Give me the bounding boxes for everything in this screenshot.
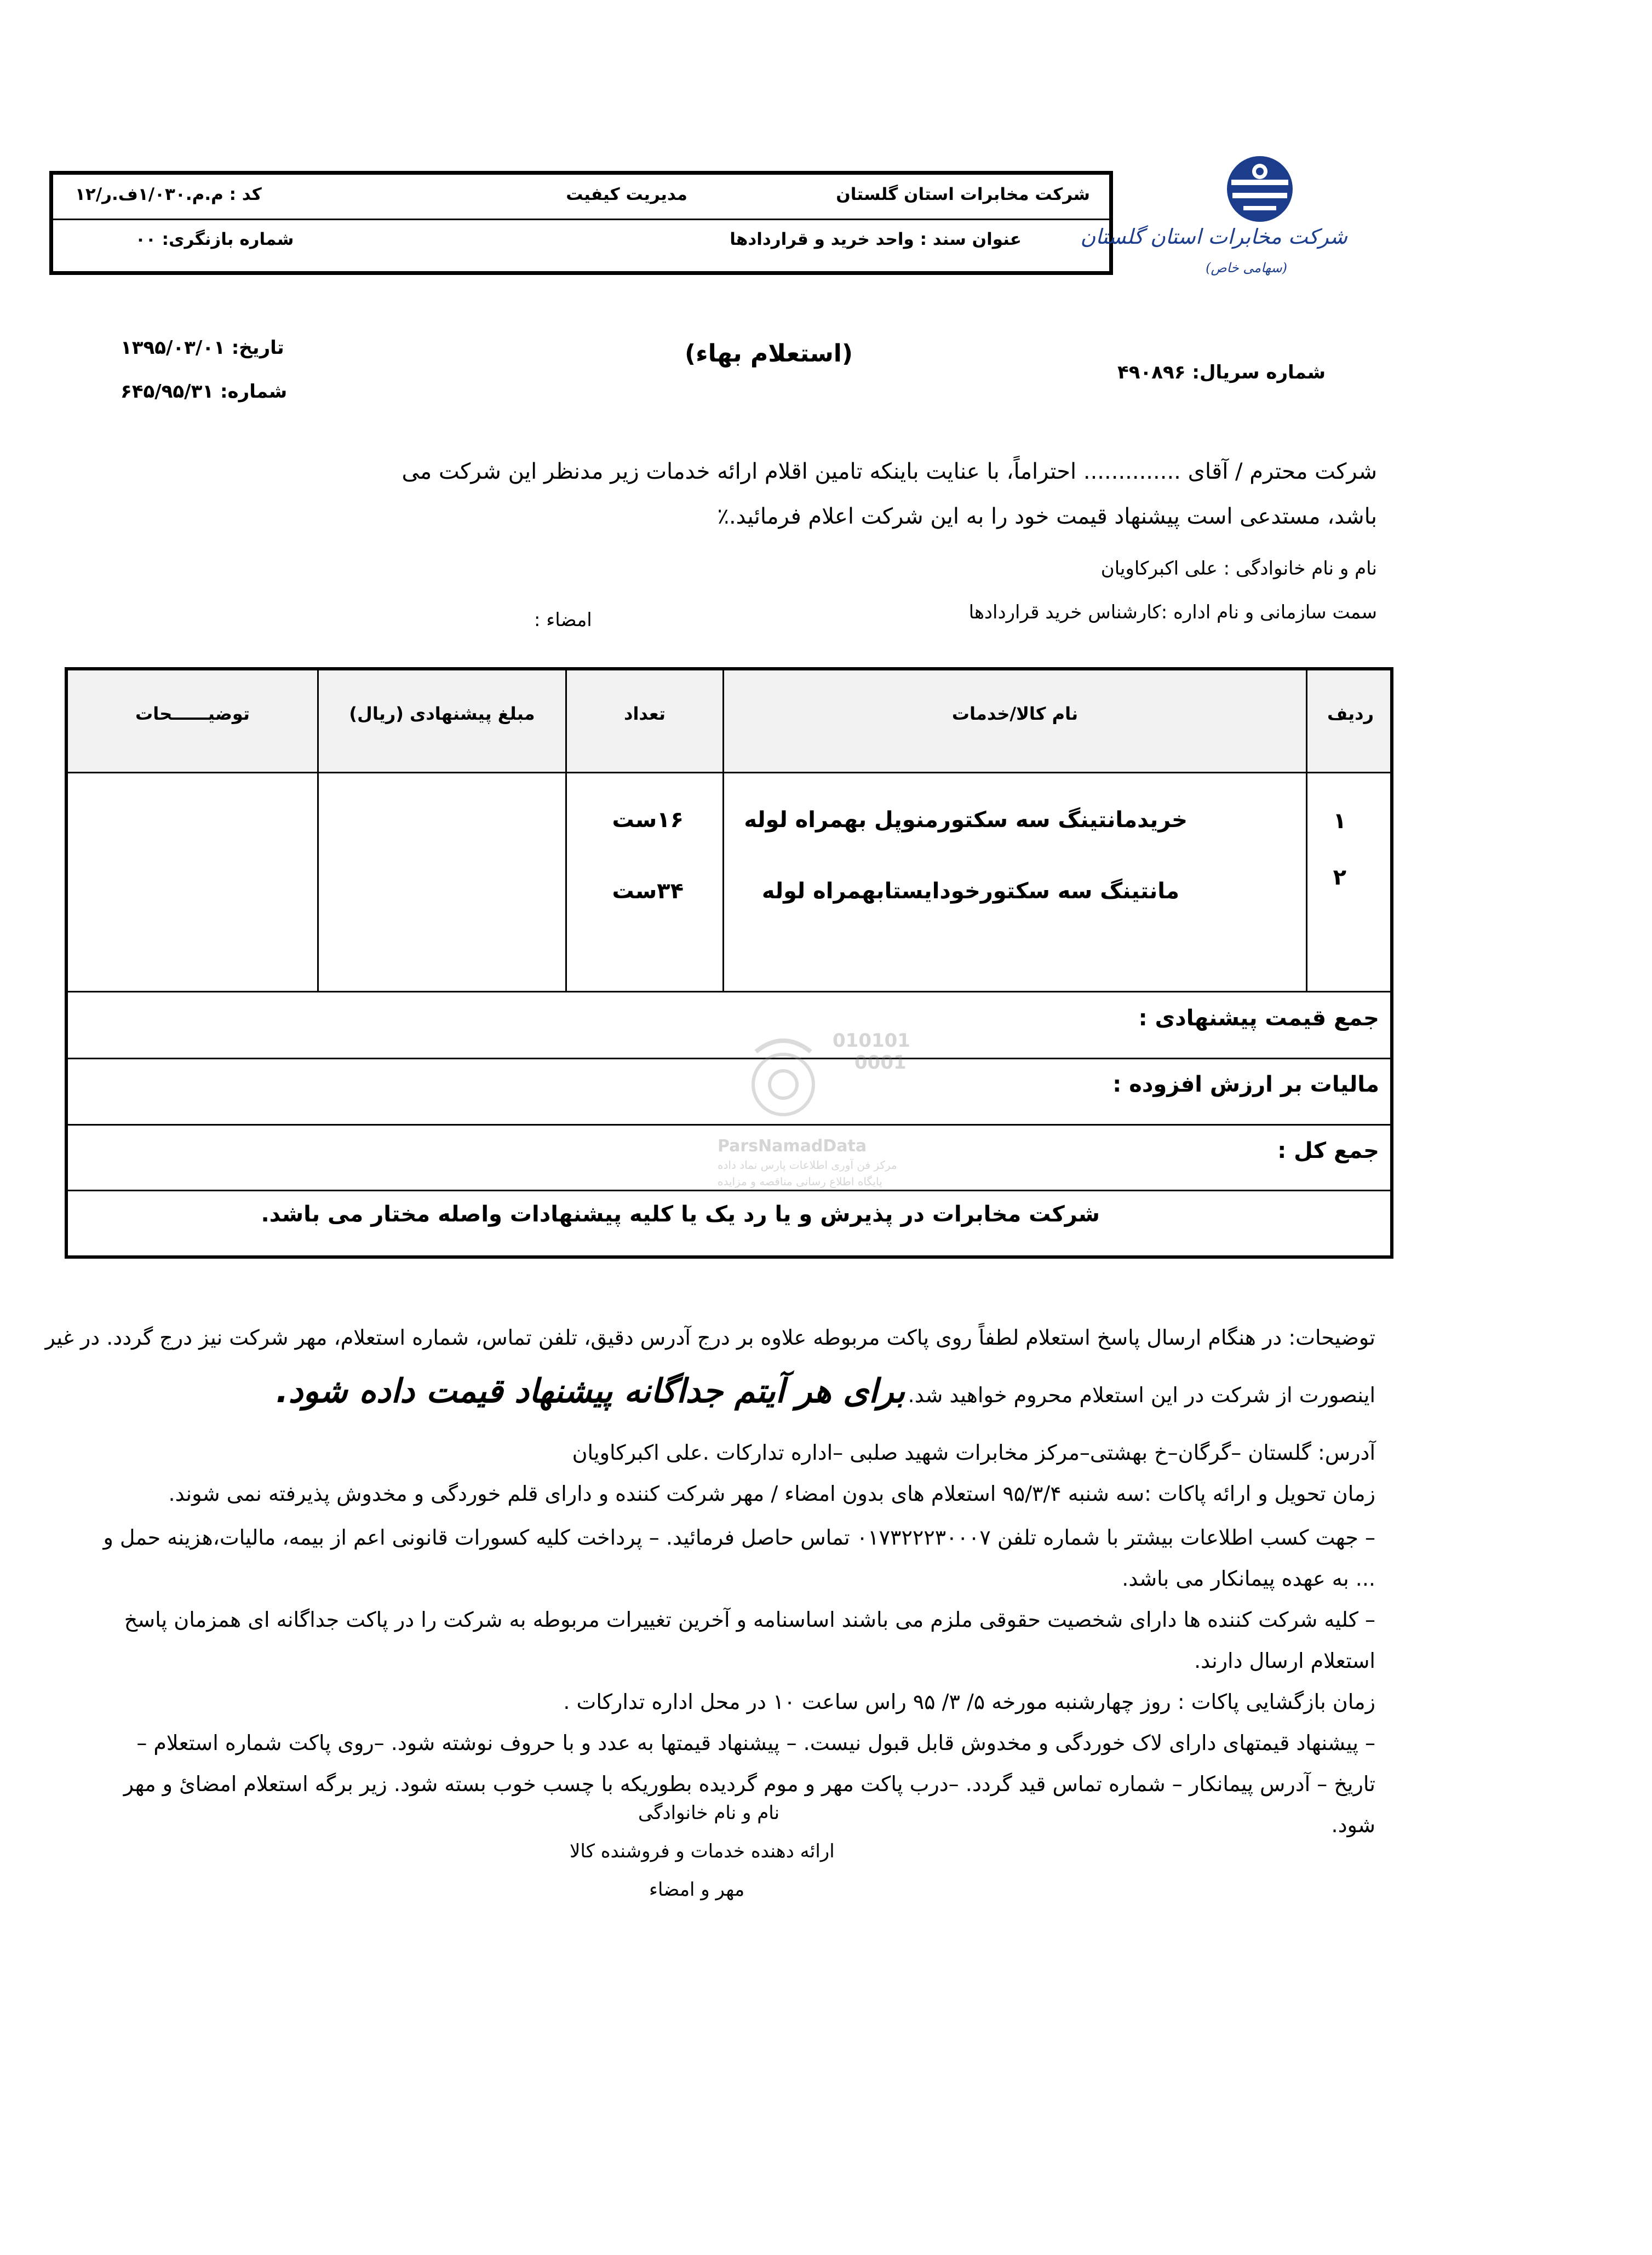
signature-stamp: مهر و امضاء: [649, 1879, 745, 1901]
grand-total-label: جمع کل :: [1277, 1138, 1379, 1163]
header-revision: شماره بازنگری: ۰۰: [135, 229, 294, 249]
notes-line-2-text: اینصورت از شرکت در این استعلام محروم خواهید شد.: [908, 1383, 1375, 1407]
contact-position: سمت سازمانی و نام اداره :کارشناس خرید قراردادها: [968, 601, 1377, 623]
vat-label: مالیات بر ارزش افزوده :: [1112, 1072, 1379, 1097]
contact-name: نام و نام خانوادگی : علی اکبرکاویان: [1100, 558, 1377, 579]
document-title: (استعلام بهاء): [685, 340, 853, 368]
table-row-2-qty: ۳۴ست: [612, 879, 684, 904]
logo-subtext: (سهامی خاص): [1206, 260, 1287, 276]
column-header-qty: تعداد: [624, 703, 666, 724]
header-divider: [53, 219, 1109, 220]
watermark-line-1: مرکز فن آوری اطلاعات پارس نماد داده: [718, 1158, 897, 1172]
notes-legal-1: – کلیه شرکت کننده ها دارای شخصیت حقوقی ملزم می باشند اساسنامه و آخرین تغییرات مربوطه به شرکت را در پاکت جداگانه ای همزمان پاسخ: [124, 1608, 1375, 1632]
watermark-digits-1: 010101: [833, 1030, 910, 1052]
notes-info-1: – جهت کسب اطلاعات بیشتر با شماره تلفن ۰۱۷۳۲۲۲۳۰۰۰۷ تماس حاصل فرمائید. – پرداخت کلیه کسورات قانونی اعم از بیمه، مالیات،هزینه حمل و: [103, 1525, 1375, 1550]
table-row-2-number: ۲: [1333, 865, 1346, 890]
table-row-2-item: مانتینگ سه سکتورخودایستابهمراه لوله: [761, 879, 1179, 904]
header-doc-title: عنوان سند : واحد خرید و قراردادها: [730, 229, 1022, 249]
notes-rule-1: – پیشنهاد قیمتهای دارای لاک خوردگی و مخدوش قابل قبول نیست. – پیشنهاد قیمتها به عدد و با حروف نوشته شود. –روی پاکت شماره استعلام –: [136, 1731, 1375, 1755]
notes-delivery: زمان تحویل و ارائه پاکات :سه شنبه ۹۵/۳/۴ استعلام های بدون امضاء / مهر شرکت کننده و دارای قلم خوردگی و مخدوش پذیرفته نمی شوند.: [168, 1482, 1375, 1506]
logo-text: شرکت مخابرات استان گلستان: [1080, 225, 1347, 249]
watermark-line-2: پایگاه اطلاع رسانی مناقصه و مزایده: [718, 1175, 882, 1188]
header-department: مدیریت کیفیت: [566, 185, 687, 204]
number-label: شماره:: [220, 381, 288, 403]
intro-line-1: شرکت محترم / آقای .............. احتراماً، با عنایت باینکه تامین اقلام ارائه خدمات زیر مدنظر این شرکت می: [401, 459, 1377, 484]
notes-opening: زمان بازگشایی پاکات : روز چهارشنبه مورخه ۵/ ۳/ ۹۵ راس ساعت ۱۰ در محل اداره تدارکات .: [563, 1690, 1375, 1714]
header-company: شرکت مخابرات استان گلستان: [836, 185, 1090, 204]
notes-line-1: توضیحات: در هنگام ارسال پاسخ استعلام لطفاً روی پاکت مربوطه علاوه بر درج آدرس دقیق، تلفن تماس، شماره استعلام، مهر شرکت نیز درج گردد. در غیر: [45, 1326, 1375, 1350]
column-header-item: نام کالا/خدمات: [951, 703, 1079, 724]
header-code: کد : م.م.۱/۰۳۰ف.ر/۱۲: [75, 185, 262, 204]
intro-line-2: باشد، مستدعی است پیشنهاد قیمت خود را به این شرکت اعلام فرمائید.٪: [717, 504, 1377, 529]
column-header-row: ردیف: [1327, 703, 1374, 724]
notes-info-2: ... به عهده پیمانکار می باشد.: [1122, 1567, 1375, 1591]
notes-line-2: [276, 1372, 1375, 1410]
notes-address: آدرس: گلستان –گرگان–خ بهشتی–مرکز مخابرات شهید صلبی –اداره تدارکات .علی اکبرکاویان: [572, 1441, 1375, 1465]
serial-number: شماره سریال: ۴۹۰۸۹۶: [1117, 362, 1326, 383]
number-value: ۶۴۵/۹۵/۳۱: [121, 381, 214, 403]
total-price-label: جمع قیمت پیشنهادی :: [1138, 1006, 1379, 1031]
watermark: [718, 1019, 937, 1194]
table-row-1-item: خریدمانتینگ سه سکتورمنوپل بهمراه لوله: [744, 807, 1188, 833]
document-header: [49, 171, 1113, 275]
signature-label: امضاء :: [534, 609, 592, 631]
notes-rule-3: شود.: [1331, 1813, 1375, 1837]
number-field: [121, 381, 287, 403]
notes-legal-2: استعلام ارسال دارند.: [1194, 1649, 1375, 1673]
date-field: [121, 337, 284, 359]
column-header-price: مبلغ پیشنهادی (ریال): [349, 703, 535, 724]
signature-name: نام و نام خانوادگی: [638, 1802, 780, 1824]
watermark-brand: ParsNamadData: [718, 1137, 867, 1156]
signature-provider: ارائه دهنده خدمات و فروشنده کالا: [570, 1840, 835, 1862]
watermark-digits-2: 0001: [854, 1052, 907, 1074]
company-logo: [1080, 151, 1358, 293]
table-row-1-qty: ۱۶ست: [612, 807, 684, 833]
notes-rule-2: تاریخ – آدرس پیمانکار – شماره تماس قید گردد. –درب پاکت مهر و موم گردیده بطوریکه با چسب خوب بسته شود. زیر برگه استعلام امضائ و مهر: [123, 1772, 1375, 1796]
date-label: تاریخ:: [231, 337, 284, 359]
column-header-description: توضیــــــحات: [135, 703, 250, 724]
date-value: ۱۳۹۵/۰۳/۰۱: [121, 337, 225, 359]
table-footer-note: شرکت مخابرات در پذیرش و یا رد یک یا کلیه پیشنهادات واصله مختار می باشد.: [261, 1202, 1100, 1227]
notes-emphasis: برای هر آیتم جداگانه پیشنهاد قیمت داده شود.: [276, 1372, 905, 1410]
table-row-1-number: ۱: [1333, 808, 1346, 834]
